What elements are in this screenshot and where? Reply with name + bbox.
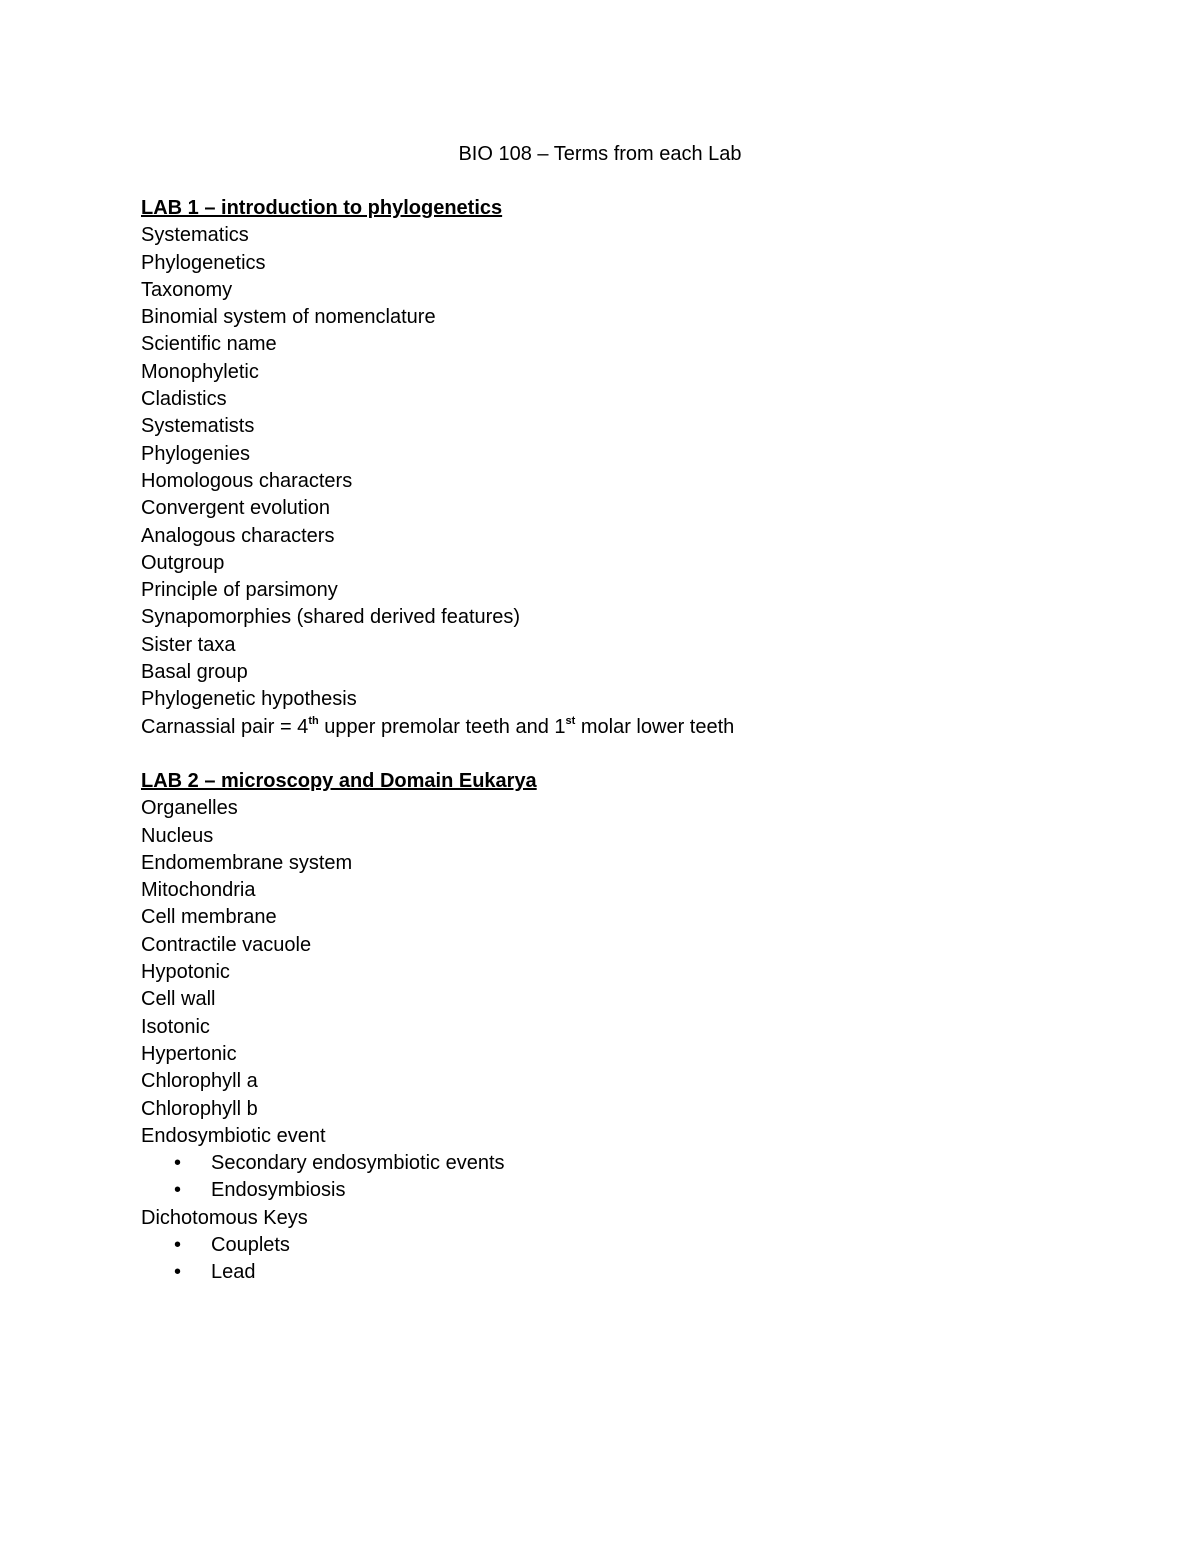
ordinal-suffix: th — [308, 714, 319, 727]
term-item: Phylogenetic hypothesis — [141, 688, 357, 711]
carnassial-text-2: upper premolar teeth and 1 — [318, 715, 566, 738]
lab2-term-list — [141, 795, 1101, 1150]
term-item: Outgroup — [141, 551, 225, 574]
term-item: Hypertonic — [141, 1042, 237, 1065]
term-item: Binomial system of nomenclature — [141, 306, 436, 329]
term-item: Scientific name — [141, 333, 277, 356]
term-item: Cell wall — [141, 988, 216, 1011]
ordinal-suffix: st — [565, 714, 576, 727]
term-item: Taxonomy — [141, 278, 233, 301]
bullet-icon: • — [174, 1261, 182, 1284]
term-item: Mitochondria — [141, 879, 256, 902]
subterm-item — [141, 1259, 1101, 1286]
term-item: Phylogenies — [141, 442, 250, 465]
dichotomous-subterm-list — [141, 1232, 1101, 1287]
term-item: Phylogenetics — [141, 251, 266, 274]
term-item: Principle of parsimony — [141, 579, 338, 602]
lab1-section — [141, 195, 1101, 741]
term-item: Homologous characters — [141, 469, 353, 492]
subterm-label: Couplets — [211, 1234, 290, 1257]
term-item: Organelles — [141, 797, 238, 820]
term-item: Chlorophyll a — [141, 1070, 258, 1093]
term-item: Cladistics — [141, 388, 227, 411]
term-item: Hypotonic — [141, 961, 230, 984]
term-item: Chlorophyll b — [141, 1097, 258, 1120]
term-item: Sister taxa — [141, 633, 236, 656]
subterm-label: Endosymbiosis — [211, 1179, 346, 1202]
term-item: Isotonic — [141, 1015, 210, 1038]
term-item: Convergent evolution — [141, 497, 331, 520]
term-item: Systematists — [141, 415, 255, 438]
lab1-term-list — [141, 222, 1101, 741]
term-item: Monophyletic — [141, 360, 259, 383]
lab1-heading: LAB 1 – introduction to phylogenetics — [141, 197, 503, 219]
bullet-icon: • — [174, 1152, 182, 1175]
carnassial-text-3: molar lower teeth — [575, 715, 735, 738]
term-item: Basal group — [141, 661, 248, 684]
term-item: Cell membrane — [141, 906, 277, 929]
bullet-icon: • — [174, 1179, 182, 1202]
subterm-label: Lead — [211, 1261, 256, 1284]
lab2-section — [141, 768, 1101, 1287]
dichotomous-keys-term: Dichotomous Keys — [141, 1206, 308, 1229]
term-item: Systematics — [141, 224, 249, 247]
subterm-item — [141, 1232, 1101, 1259]
document-title: BIO 108 – Terms from each Lab — [458, 143, 742, 165]
subterm-item — [141, 1177, 1101, 1204]
subterm-item — [141, 1150, 1101, 1177]
carnassial-pair-term — [141, 714, 1101, 741]
endosymbiotic-subterm-list — [141, 1150, 1101, 1205]
carnassial-text-1: Carnassial pair = 4 — [141, 715, 309, 738]
lab2-heading: LAB 2 – microscopy and Domain Eukarya — [141, 770, 537, 792]
term-item: Contractile vacuole — [141, 933, 312, 956]
term-item: Endosymbiotic event — [141, 1124, 326, 1147]
term-item: Endomembrane system — [141, 851, 353, 874]
bullet-icon: • — [174, 1234, 182, 1257]
subterm-label: Secondary endosymbiotic events — [211, 1152, 505, 1175]
term-item: Synapomorphies (shared derived features) — [141, 606, 521, 629]
term-item: Analogous characters — [141, 524, 335, 547]
term-item: Nucleus — [141, 824, 214, 847]
